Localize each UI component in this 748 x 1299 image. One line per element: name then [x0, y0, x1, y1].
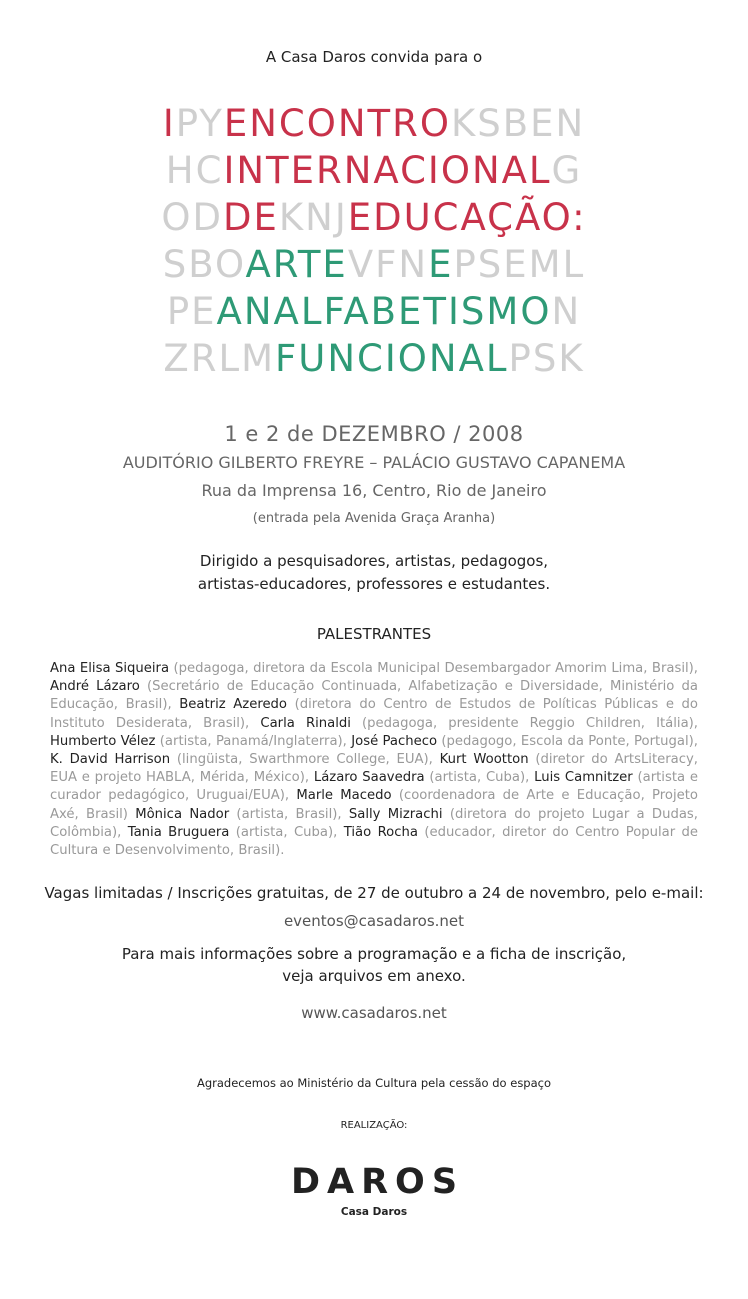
speaker-description: (pedagoga, diretora da Escola Municipal Desembargador Amorim Lima, Brasil), — [169, 661, 698, 676]
speaker-description: (artista, Brasil), — [229, 806, 349, 822]
speaker-description: (artista, Cuba), — [424, 770, 535, 786]
audience-line-1: Dirigido a pesquisadores, artistas, pedagogos, — [199, 552, 549, 570]
title-word: ENCONTRO — [223, 102, 451, 145]
filler-letters: KSBEN — [450, 102, 586, 145]
registration-text: Vagas limitadas / Inscrições gratuitas, de 27 de outubro a 24 de novembro, pelo e-mail: — [44, 884, 704, 902]
daros-logo — [0, 1162, 748, 1218]
speaker-description: (coordenadora de Arte e Educação, Projeto Axé, Brasil) — [50, 788, 698, 822]
speaker-description: (diretor do ArtsLiteracy, EUA e projeto HABLA, Mérida, México), — [50, 752, 698, 786]
filler-letters: PSEML — [453, 243, 586, 286]
speaker-name: Kurt Wootton — [439, 752, 529, 768]
info-text — [0, 943, 748, 987]
title-grid-row — [0, 100, 748, 147]
speaker-name: Humberto Vélez — [50, 733, 156, 749]
title-grid-row — [0, 147, 748, 194]
filler-letters: PY — [175, 102, 224, 145]
speaker-name: Tião Rocha — [343, 824, 418, 840]
info-line-1: Para mais informações sobre a programação e a ficha de inscrição, — [121, 945, 627, 963]
title-grid-row — [0, 194, 748, 241]
event-date: 1 e 2 de DEZEMBRO / 2008 — [224, 422, 524, 446]
filler-letters: KNJ — [278, 196, 348, 239]
filler-letters: N — [551, 290, 582, 333]
speaker-name: Lázaro Saavedra — [313, 770, 425, 786]
filler-letters: VFN — [347, 243, 429, 286]
speaker-description: (diretora do Centro de Estudos de Políticas Públicas e do Instituto Desiderata, Brasil), — [50, 697, 698, 731]
filler-letters: PE — [166, 290, 217, 333]
filler-letters: SBO — [162, 243, 246, 286]
speaker-description: (pedagoga, presidente Reggio Children, Itália), — [350, 715, 698, 731]
speaker-name: Luis Camnitzer — [534, 770, 633, 786]
title-word: ARTE — [245, 243, 348, 286]
email-link[interactable]: eventos@casadaros.net — [283, 912, 465, 930]
thanks-note: Agradecemos ao Ministério da Cultura pela cessão do espaço — [196, 1076, 552, 1090]
event-address: Rua da Imprensa 16, Centro, Rio de Janeiro — [201, 481, 547, 500]
speaker-description: (diretora do projeto Lugar a Dudas, Colômbia), — [50, 806, 698, 840]
filler-letters: G — [551, 149, 583, 192]
filler-letters: PSK — [508, 337, 585, 380]
speaker-description: (artista e curador pedagógico, Uruguai/EUA), — [50, 770, 698, 804]
title-word: INTERNACIONAL — [223, 149, 552, 192]
title-word: I — [162, 102, 176, 145]
event-entry-note: (entrada pela Avenida Graça Aranha) — [252, 511, 496, 526]
speaker-description: (Secretário de Educação Continuada, Alfabetização e Diversidade, Ministério da Educação, Brasil), — [50, 679, 698, 713]
title-word: FUNCIONAL — [275, 337, 509, 380]
speaker-name: José Pacheco — [351, 733, 438, 749]
speaker-name: André Lázaro — [50, 679, 140, 695]
speakers-heading: PALESTRANTES — [316, 625, 432, 643]
filler-letters: HC — [165, 149, 224, 192]
speaker-name: Sally Mizrachi — [348, 806, 443, 822]
filler-letters: OD — [161, 196, 223, 239]
title-word: ANALFABETISMO — [216, 290, 552, 333]
speaker-description: (pedagogo, Escola da Ponte, Portugal), — [437, 733, 698, 749]
speakers-list — [50, 660, 698, 860]
invitation-line: A Casa Daros convida para o — [265, 48, 483, 66]
website-link[interactable]: www.casadaros.net — [301, 1004, 447, 1022]
email-line — [0, 912, 748, 930]
audience-line-2: artistas-educadores, professores e estudantes. — [197, 575, 551, 593]
speaker-description: (educador, diretor do Centro Popular de Cultura e Desenvolvimento, Brasil). — [50, 824, 699, 859]
event-venue: AUDITÓRIO GILBERTO FREYRE – PALÁCIO GUSTAVO CAPANEMA — [122, 453, 626, 472]
website-line — [0, 1004, 748, 1022]
title-word: E — [428, 243, 454, 286]
title-grid-row — [0, 288, 748, 335]
speaker-name: K. David Harrison — [50, 752, 171, 768]
speaker-description: (artista, Cuba), — [229, 824, 344, 840]
speaker-name: Marle Macedo — [296, 788, 392, 804]
title-letter-grid — [0, 100, 748, 382]
logo-subtitle: Casa Daros — [340, 1206, 408, 1218]
speaker-description: (lingüista, Swarthmore College, EUA), — [170, 752, 440, 768]
info-line-2: veja arquivos em anexo. — [282, 967, 466, 985]
speaker-name: Carla Rinaldi — [260, 715, 351, 731]
title-grid-row — [0, 335, 748, 382]
realizacao-label: REALIZAÇÃO: — [340, 1120, 408, 1131]
speaker-name: Ana Elisa Siqueira — [50, 661, 170, 676]
audience-text — [0, 550, 748, 596]
speaker-name: Tania Bruguera — [127, 824, 230, 840]
speaker-name: Mônica Nador — [135, 806, 230, 822]
logo-wordmark: DAROS — [290, 1162, 465, 1202]
event-details — [0, 420, 748, 533]
title-grid-row — [0, 241, 748, 288]
title-word: DE — [223, 196, 279, 239]
speaker-description: (artista, Panamá/Inglaterra), — [155, 733, 352, 749]
title-word: EDUCAÇÃO: — [347, 196, 587, 239]
filler-letters: ZRLM — [163, 337, 275, 380]
speaker-name: Beatriz Azeredo — [179, 697, 287, 713]
